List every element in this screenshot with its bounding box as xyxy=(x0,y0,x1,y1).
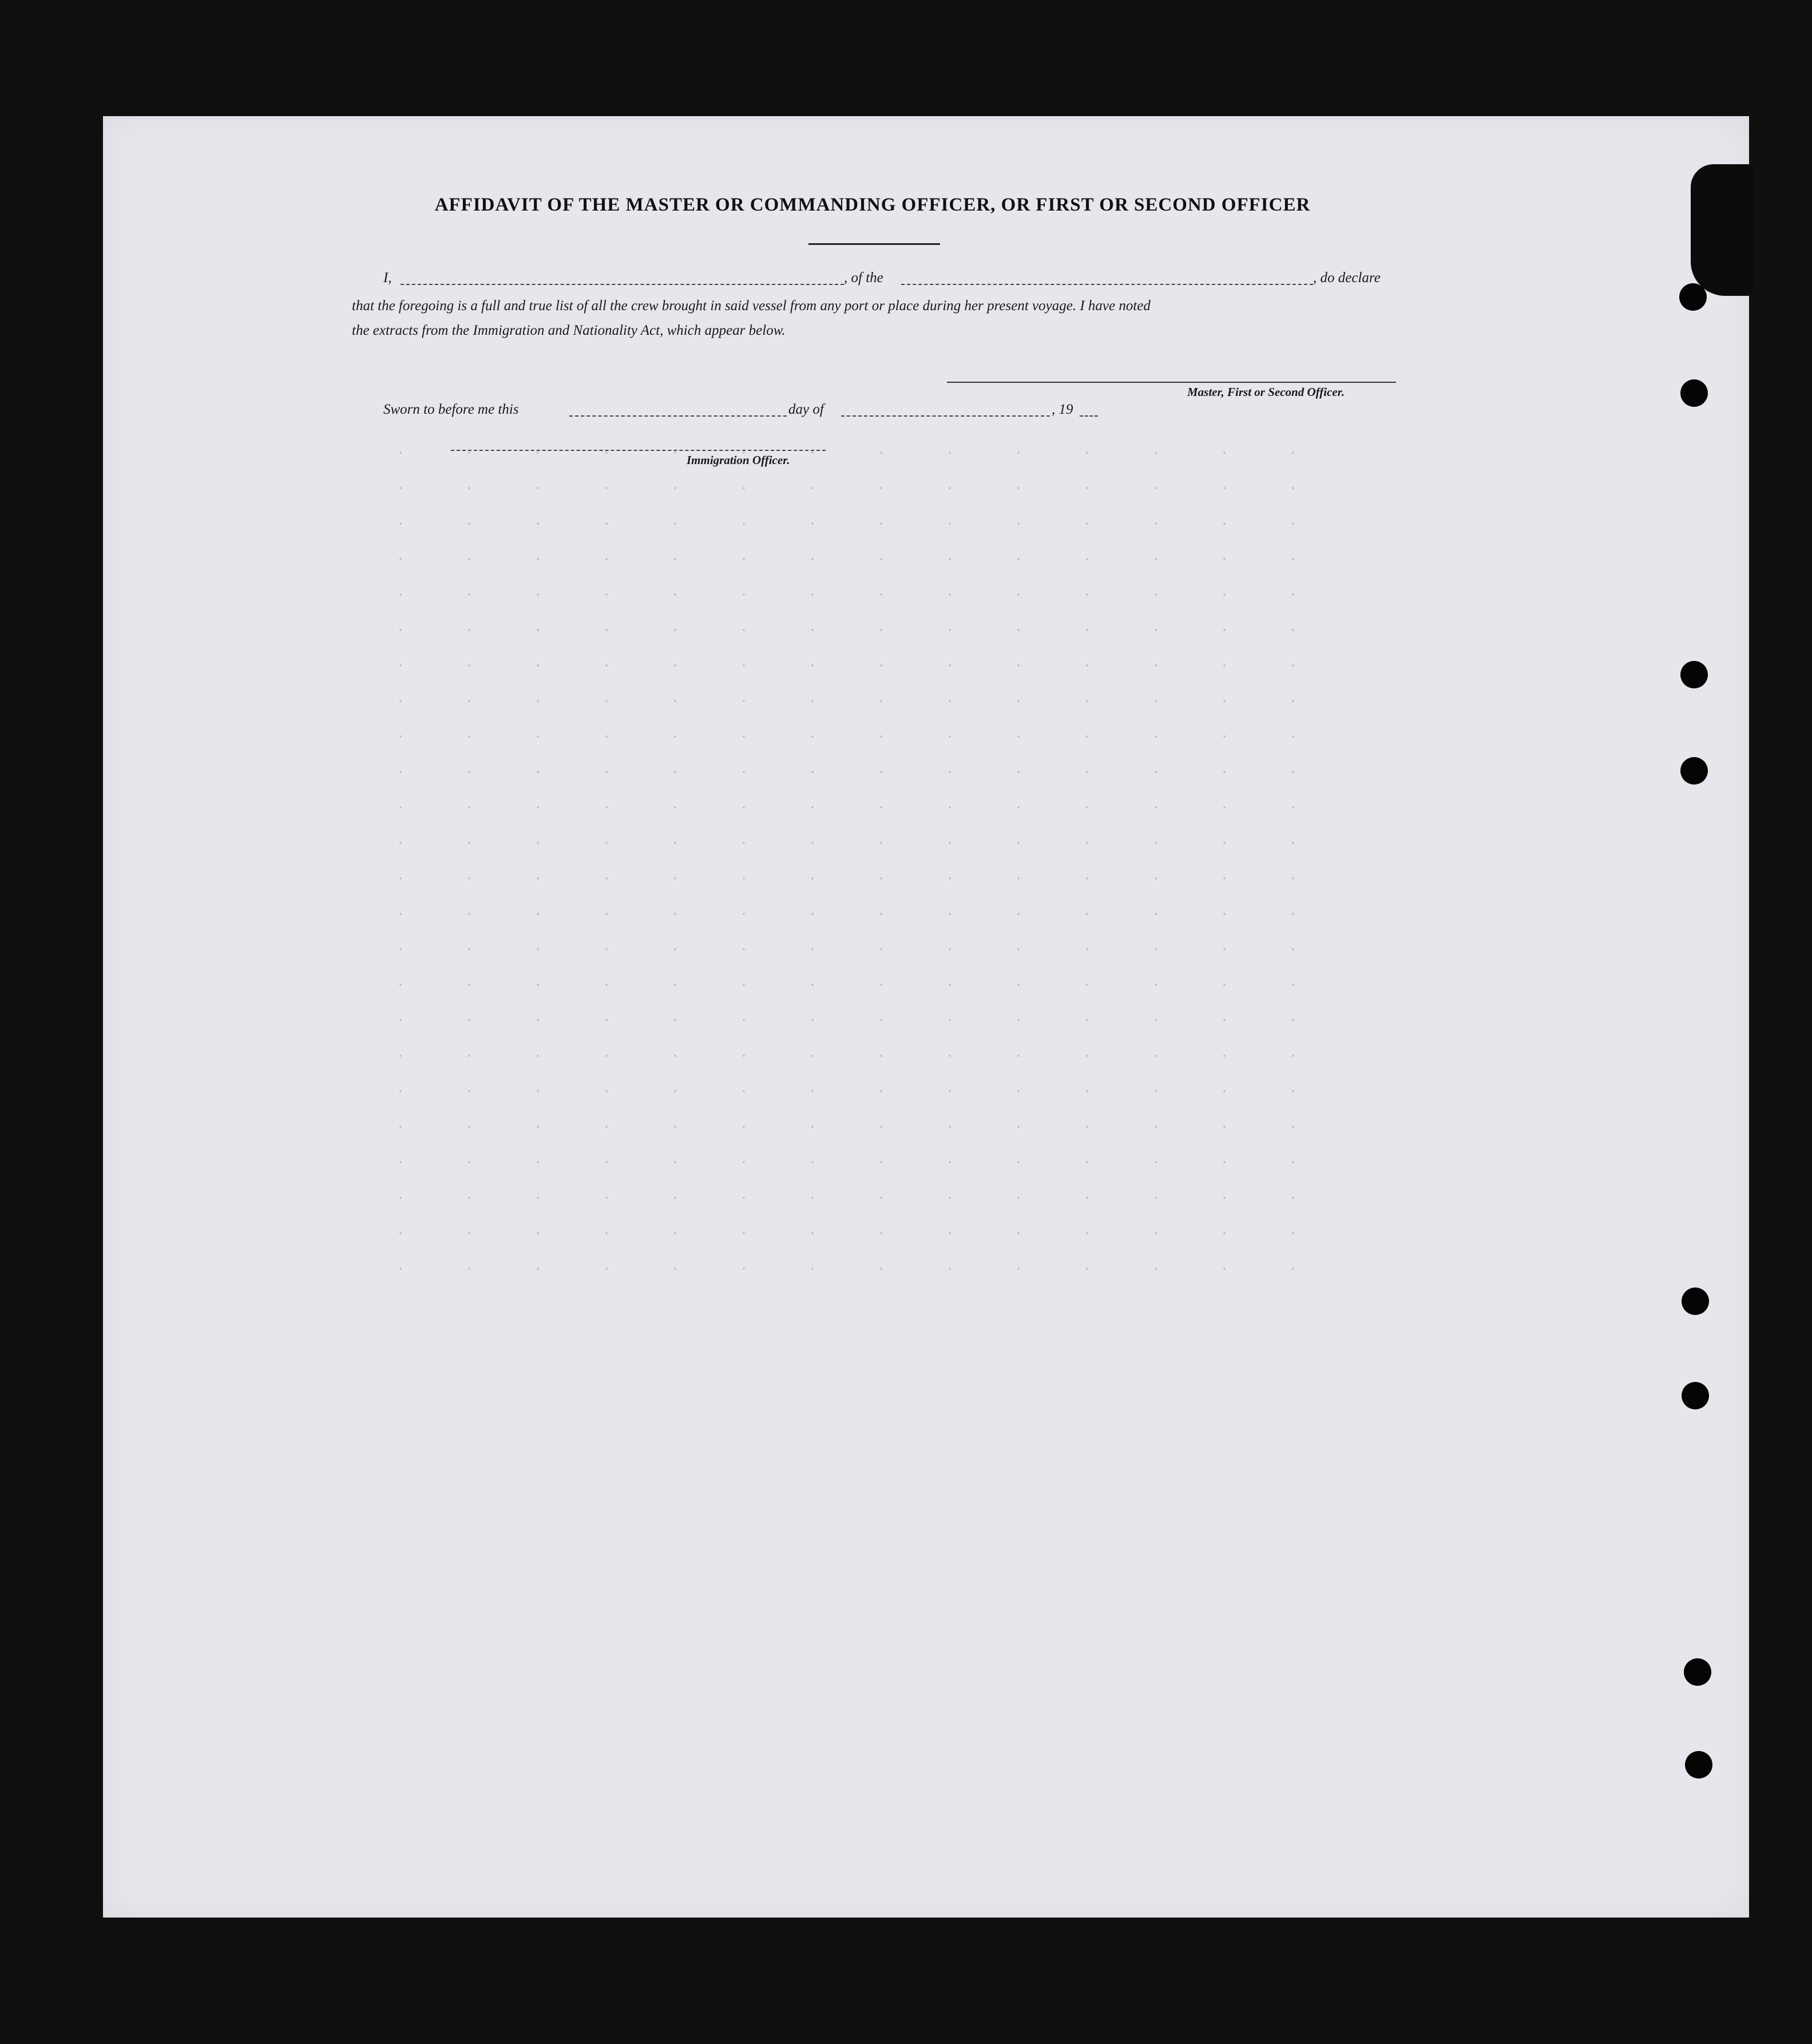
declaration-line-2: that the foregoing is a full and true list of all the crew brought in said vessel from any port or place during her present voyage. I have noted xyxy=(352,298,1151,314)
title-underline xyxy=(808,243,940,245)
declaration-line-3: the extracts from the Immigration and Nationality Act, which appear below. xyxy=(352,323,786,338)
punch-hole xyxy=(1679,283,1707,311)
sworn-day-blank xyxy=(569,415,787,417)
punch-hole xyxy=(1682,1288,1709,1315)
sworn-day-of: day of xyxy=(788,402,824,417)
sworn-year-blank xyxy=(1080,415,1098,417)
sworn-year-prefix: , 19 xyxy=(1052,402,1073,417)
immigration-officer-signature-line xyxy=(451,450,826,451)
punch-hole xyxy=(1680,661,1708,688)
immigration-officer-caption: Immigration Officer. xyxy=(687,453,790,467)
declaration-of-the: , of the xyxy=(844,270,883,286)
master-signature-caption: Master, First or Second Officer. xyxy=(1187,385,1345,399)
punch-hole xyxy=(1685,1751,1712,1778)
punch-hole xyxy=(1680,757,1708,785)
bleed-through-marks xyxy=(366,435,1310,1293)
master-signature-line xyxy=(947,382,1396,383)
sworn-prefix: Sworn to before me this xyxy=(383,402,519,417)
declarant-name-blank xyxy=(401,284,844,285)
sworn-month-blank xyxy=(841,415,1050,417)
torn-corner xyxy=(1691,164,1754,296)
punch-hole xyxy=(1684,1658,1711,1686)
declaration-do-declare: , do declare xyxy=(1313,270,1381,286)
punch-hole xyxy=(1682,1382,1709,1409)
affidavit-title: AFFIDAVIT OF THE MASTER OR COMMANDING OFFICER, OR FIRST OR SECOND OFFICER xyxy=(434,195,1311,215)
punch-hole xyxy=(1680,379,1708,407)
vessel-name-blank xyxy=(901,284,1313,285)
declaration-opening: I, xyxy=(383,270,392,286)
